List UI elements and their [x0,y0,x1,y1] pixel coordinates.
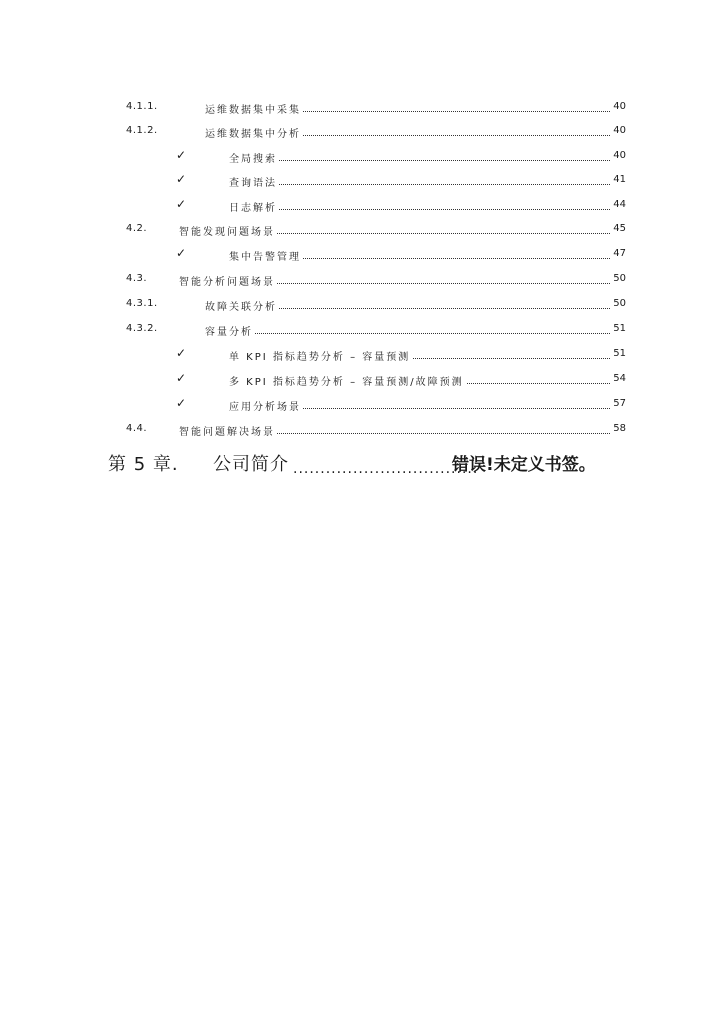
toc-entry-number: 4.1.1. [126,101,158,112]
checkmark-icon: ✓ [176,148,187,162]
dot-leader [229,184,624,185]
toc-entry-number: 4.4. [126,423,148,434]
dot-leader [205,333,624,334]
chapter-number: 第 5 章. [108,454,179,475]
toc-entry-page: 41 [613,174,626,185]
toc-entry[interactable] [0,245,724,265]
toc-entry-title: 智能问题解决场景 [179,423,277,438]
toc-chapter-entry[interactable] [0,448,724,478]
dot-leader [229,209,624,210]
toc-entry[interactable] [0,171,724,191]
toc-entry-page: 50 [613,273,626,284]
toc-entry-page: 54 [613,373,626,384]
toc-entry[interactable] [0,122,724,142]
toc-entry-page: 57 [613,398,626,409]
toc-entry-title: 智能发现问题场景 [179,223,277,238]
toc-entry-title: 日志解析 [229,199,279,214]
toc-entry-page: 51 [613,323,626,334]
toc-entry-page: 45 [613,223,626,234]
toc-entry-title: 应用分析场景 [229,398,303,413]
checkmark-icon: ✓ [176,172,187,186]
toc-entry[interactable] [0,270,724,290]
toc-entry-title: 集中告警管理 [229,248,303,263]
toc-entry-title: 容量分析 [205,323,255,338]
toc-entry-number: 4.2. [126,223,148,234]
checkmark-icon: ✓ [176,396,187,410]
toc-entry[interactable] [0,320,724,340]
toc-entry[interactable] [0,420,724,440]
chapter-dot-leader: .................................. [293,461,479,477]
toc-entry-title: 运维数据集中采集 [205,101,303,116]
toc-entry-page: 58 [613,423,626,434]
toc-entry-number: 4.3.2. [126,323,158,334]
toc-entry[interactable] [0,147,724,167]
toc-entry[interactable] [0,295,724,315]
toc-entry-title: 智能分析问题场景 [179,273,277,288]
toc-entry-page: 44 [613,199,626,210]
toc-entry-title: 运维数据集中分析 [205,125,303,140]
toc-entry-number: 4.1.2. [126,125,158,136]
toc-entry-page: 40 [613,125,626,136]
toc-entry[interactable] [0,395,724,415]
toc-entry-title: 查询语法 [229,174,279,189]
toc-entry-title: 全局搜索 [229,150,279,165]
toc-entry-title: 单 KPI 指标趋势分析 – 容量预测 [229,348,412,363]
chapter-title: 公司简介 [213,454,289,475]
toc-entry[interactable] [0,220,724,240]
toc-entry-title: 多 KPI 指标趋势分析 – 容量预测/故障预测 [229,373,466,388]
dot-leader [229,160,624,161]
checkmark-icon: ✓ [176,346,187,360]
toc-entry[interactable] [0,98,724,118]
checkmark-icon: ✓ [176,246,187,260]
toc-entry[interactable] [0,345,724,365]
toc-entry-page: 50 [613,298,626,309]
chapter-page-error: 错误!未定义书签。 [452,455,596,475]
toc-entry-page: 51 [613,348,626,359]
toc-entry-number: 4.3. [126,273,148,284]
toc-entry-page: 40 [613,101,626,112]
toc-entry-page: 40 [613,150,626,161]
toc-entry[interactable] [0,196,724,216]
toc-entry-title: 故障关联分析 [205,298,279,313]
toc-entry-page: 47 [613,248,626,259]
checkmark-icon: ✓ [176,371,187,385]
toc-entry[interactable] [0,370,724,390]
toc-entry-number: 4.3.1. [126,298,158,309]
checkmark-icon: ✓ [176,197,187,211]
